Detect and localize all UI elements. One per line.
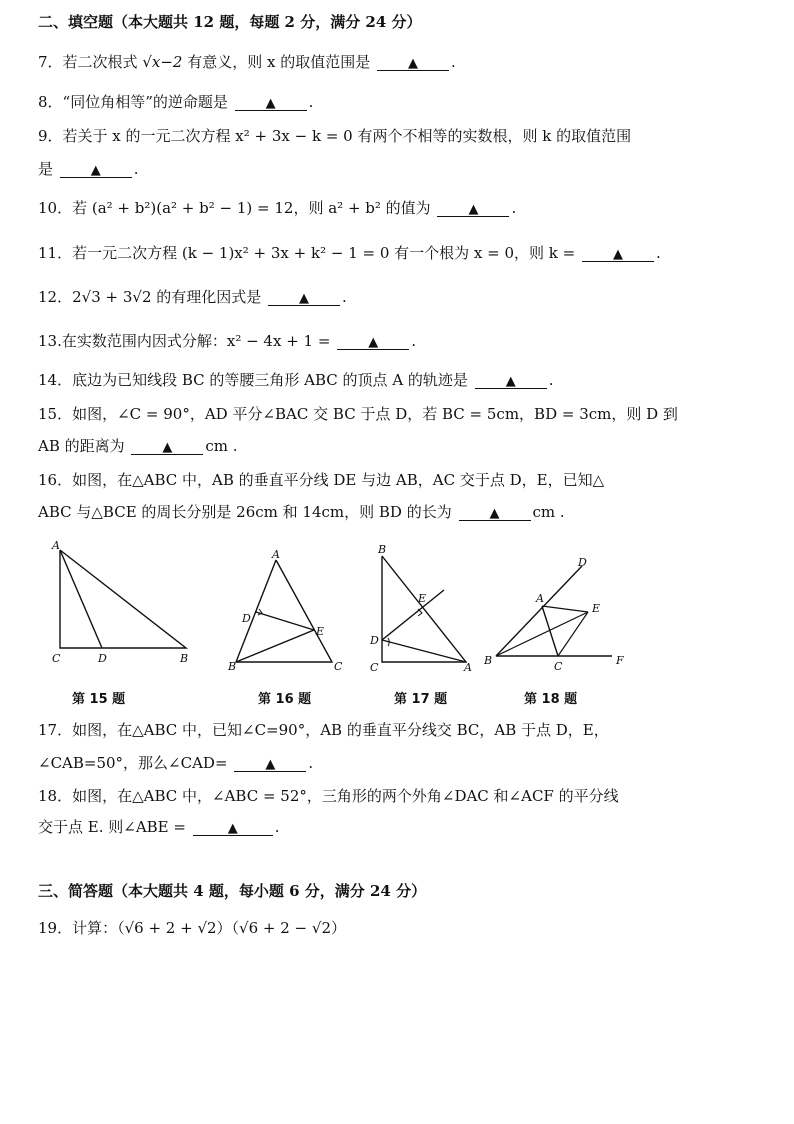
fig15-label-d: D xyxy=(98,652,107,665)
q17-text: ∠CAB=50°，那么∠CAD= xyxy=(38,754,228,772)
figure-15-diagram xyxy=(44,540,204,672)
fig18-label-e: E xyxy=(592,602,601,615)
section-2-title: 二、填空题（本大题共 12 题，每题 2 分，满分 24 分） xyxy=(38,13,422,31)
question-15-line-1: 15．如图，∠C = 90°，AD 平分∠BAC 交 BC 于点 D，若 BC = 5cm，BD = 3cm，则 D 到 xyxy=(38,405,678,423)
question-16-line-2 xyxy=(38,502,565,522)
q15-text: AB 的距离为 xyxy=(38,437,125,455)
q16-text: ABC 与△BCE 的周长分别是 26cm 和 14cm，则 BD 的长为 xyxy=(38,503,452,521)
question-18-line-2 xyxy=(38,817,280,837)
answer-mark-icon: ▲ xyxy=(468,202,479,217)
figure-16-diagram xyxy=(222,540,352,672)
q17-answer-blank[interactable] xyxy=(234,755,306,772)
q7-end: . xyxy=(451,53,456,71)
fig15-label-b: B xyxy=(180,652,189,665)
q14-end: . xyxy=(548,371,554,389)
q8-end: . xyxy=(308,93,314,111)
q10-end: . xyxy=(511,199,517,217)
figure-15-caption: 第 15 题 xyxy=(72,692,126,707)
q18-text: 交于点 E. 则∠ABE = xyxy=(38,818,186,836)
fig16-label-e: E xyxy=(316,625,325,638)
q9-text: 是 xyxy=(38,160,54,178)
q15-end: cm . xyxy=(205,437,238,455)
fig18-label-c: C xyxy=(554,660,563,672)
question-17-line-1: 17．如图，在△ABC 中，已知∠C=90°，AB 的垂直平分线交 BC，AB 于点 D，E， xyxy=(38,721,609,739)
q10-answer-blank[interactable] xyxy=(437,200,509,217)
answer-mark-icon: ▲ xyxy=(489,506,500,521)
question-15-line-2 xyxy=(38,436,238,456)
fig17-label-c: C xyxy=(370,661,379,672)
figure-17-caption: 第 17 题 xyxy=(394,692,448,707)
fig18-label-b: B xyxy=(484,654,493,667)
section-3-title: 三、简答题（本大题共 4 题，每小题 6 分，满分 24 分） xyxy=(38,882,427,900)
fig17-label-e: E xyxy=(418,592,427,605)
answer-mark-icon: ▲ xyxy=(408,56,419,71)
q12-end: . xyxy=(342,288,347,306)
question-8 xyxy=(38,92,313,112)
figure-18-diagram xyxy=(482,540,632,672)
q15-answer-blank[interactable] xyxy=(131,438,203,455)
answer-mark-icon: ▲ xyxy=(90,163,101,178)
q14-answer-blank[interactable] xyxy=(475,372,547,389)
figure-17 xyxy=(366,540,486,672)
q10-text: 10．若 (a² + b²)(a² + b² − 1) = 12，则 a² + b² 的值为 xyxy=(38,199,431,217)
q13-text: 13.在实数范围内因式分解：x² − 4x + 1 = xyxy=(38,332,331,350)
fig15-label-c: C xyxy=(52,652,61,665)
question-18-line-1: 18．如图，在△ABC 中，∠ABC = 52°，三角形的两个外角∠DAC 和∠ACF 的平分线 xyxy=(38,787,619,805)
q8-text: 8．“同位角相等”的逆命题是 xyxy=(38,93,228,111)
question-10 xyxy=(38,198,516,218)
question-9-line-1: 9．若关于 x 的一元二次方程 x² + 3x − k = 0 有两个不相等的实数根，则 k 的取值范围 xyxy=(38,127,632,145)
q8-answer-blank[interactable] xyxy=(235,94,307,111)
answer-mark-icon: ▲ xyxy=(162,440,173,455)
figure-18 xyxy=(482,540,632,672)
q7-answer-blank[interactable] xyxy=(377,54,449,71)
answer-mark-icon: ▲ xyxy=(265,757,276,772)
fig16-label-d: D xyxy=(242,612,251,625)
fig16-label-c: C xyxy=(334,660,343,672)
q13-answer-blank[interactable] xyxy=(337,333,409,350)
question-11 xyxy=(38,243,661,263)
question-19: 19．计算：（√6 + 2 + √2）（√6 + 2 − √2） xyxy=(38,919,346,937)
q17-end: . xyxy=(308,754,314,772)
question-7 xyxy=(38,52,456,72)
figure-18-caption: 第 18 题 xyxy=(524,692,578,707)
q14-text: 14．底边为已知线段 BC 的等腰三角形 ABC 的顶点 A 的轨迹是 xyxy=(38,371,468,389)
fig18-label-f: F xyxy=(616,654,624,667)
q12-text: 12．2√3 + 3√2 的有理化因式是 xyxy=(38,288,262,306)
fig18-label-a: A xyxy=(536,592,544,605)
question-17-line-2 xyxy=(38,753,313,773)
answer-mark-icon: ▲ xyxy=(265,96,276,111)
q12-answer-blank[interactable] xyxy=(268,289,340,306)
q11-end: . xyxy=(656,244,661,262)
fig17-label-a: A xyxy=(464,661,472,672)
question-14 xyxy=(38,370,553,390)
fig18-label-d: D xyxy=(578,556,587,569)
q18-end: . xyxy=(274,818,280,836)
q9-answer-blank[interactable] xyxy=(60,161,132,178)
fig16-label-a: A xyxy=(272,548,280,561)
q18-answer-blank[interactable] xyxy=(193,819,273,836)
figure-15 xyxy=(44,540,204,672)
q11-answer-blank[interactable] xyxy=(582,245,654,262)
question-12 xyxy=(38,287,347,307)
q9-end: . xyxy=(133,160,139,178)
q16-end: cm . xyxy=(532,503,565,521)
q7-expression: √x−2 xyxy=(142,53,183,71)
fig16-label-b: B xyxy=(228,660,237,672)
fig17-label-d: D xyxy=(370,634,379,647)
q7-text: 7．若二次根式 xyxy=(38,53,138,71)
answer-mark-icon: ▲ xyxy=(299,291,310,306)
q7-text-2: 有意义，则 x 的取值范围是 xyxy=(187,53,371,71)
fig15-label-a: A xyxy=(52,540,60,552)
question-9-line-2 xyxy=(38,159,139,179)
question-16-line-1: 16．如图，在△ABC 中，AB 的垂直平分线 DE 与边 AB，AC 交于点 D，E，已知△ xyxy=(38,471,605,489)
q11-text: 11．若一元二次方程 (k − 1)x² + 3x + k² − 1 = 0 有一个根为 x = 0，则 k = xyxy=(38,244,576,262)
q13-end: . xyxy=(411,332,416,350)
answer-mark-icon: ▲ xyxy=(368,335,379,350)
answer-mark-icon: ▲ xyxy=(227,821,238,836)
figure-16-caption: 第 16 题 xyxy=(258,692,312,707)
answer-mark-icon: ▲ xyxy=(613,247,623,262)
fig17-label-b: B xyxy=(378,543,387,556)
question-13 xyxy=(38,331,416,351)
figure-16 xyxy=(222,540,352,672)
answer-mark-icon: ▲ xyxy=(505,374,516,389)
figure-17-diagram xyxy=(366,540,486,672)
q16-answer-blank[interactable] xyxy=(459,504,531,521)
